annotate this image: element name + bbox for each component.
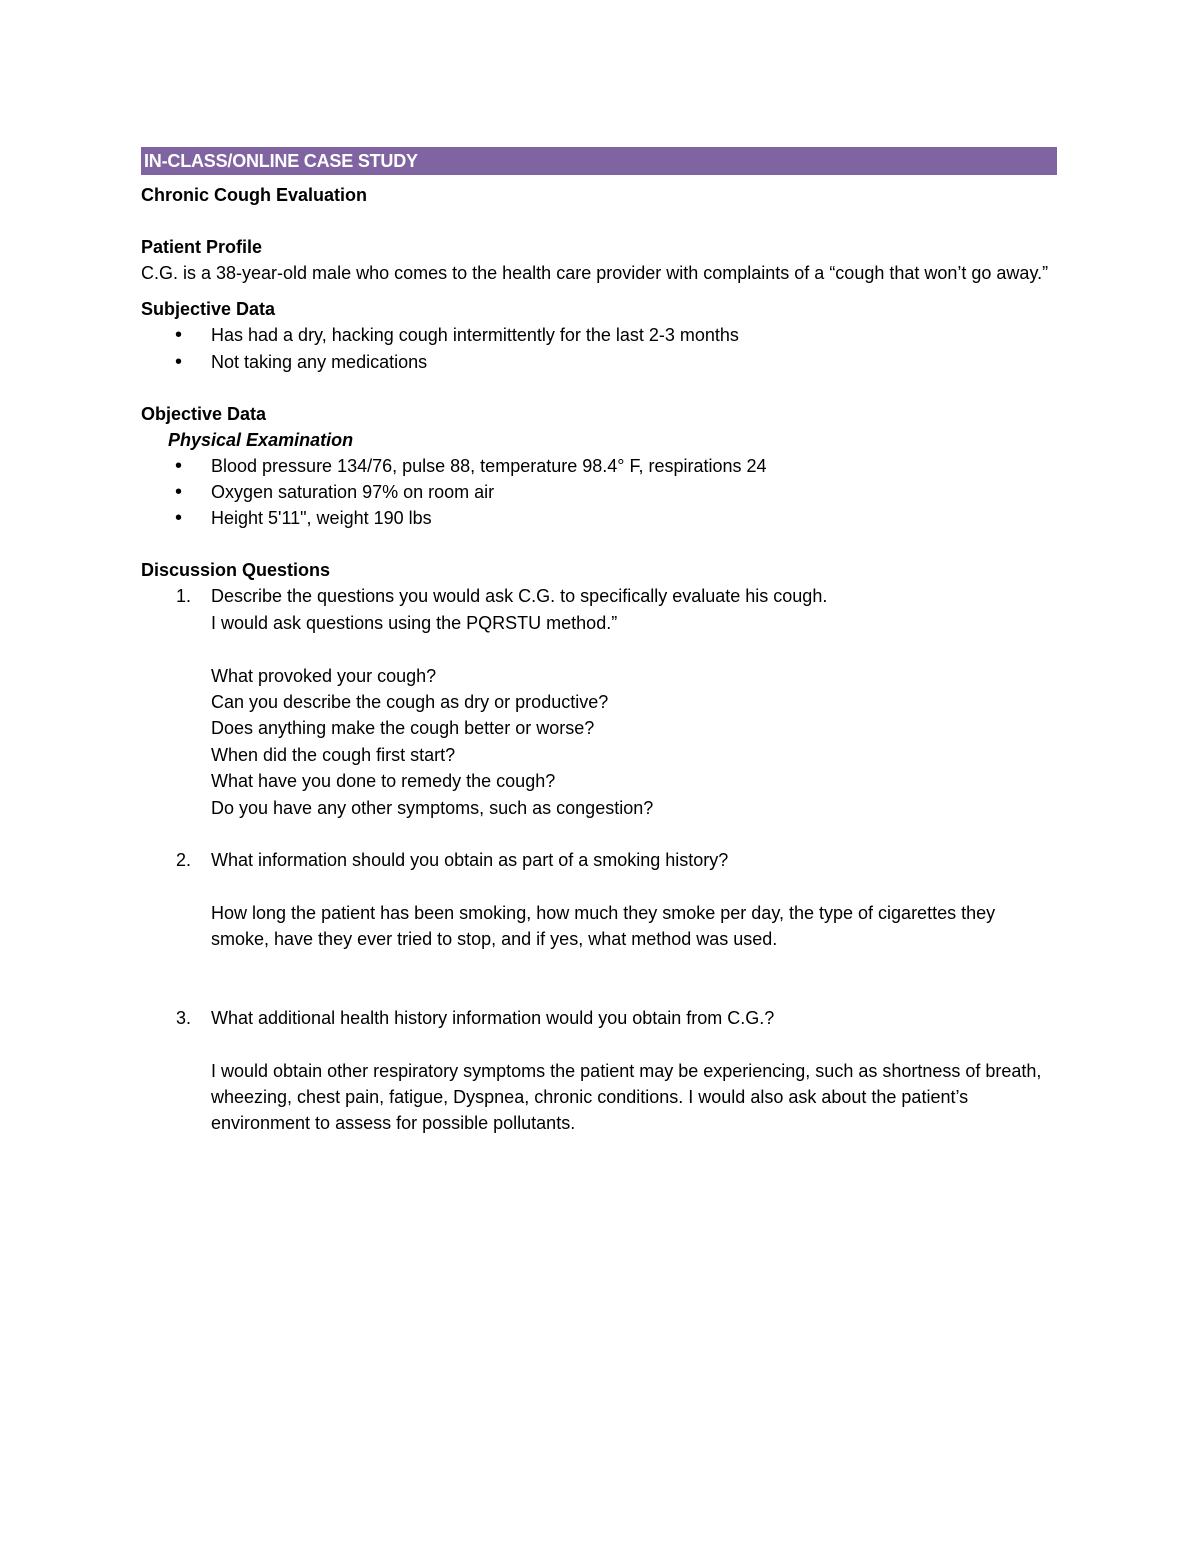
answer-text: I would obtain other respiratory symptoms the patient may be experiencing, such as shortness of breath, wheezing, chest pain, fatigue, Dyspnea, chronic conditions. I would also ask about the patient’s environment to assess for possible pollutants. [211,1060,1042,1134]
patient-profile-text: C.G. is a 38-year-old male who comes to the health care provider with complaints of a “cough that won’t go away.” [141,263,1049,283]
answer-line: Can you describe the cough as dry or productive? [211,692,609,713]
answer-line: Does anything make the cough better or worse? [211,718,595,739]
subjective-data-heading: Subjective Data [141,299,276,320]
document-page [141,147,1057,1137]
list-item: • Has had a dry, hacking cough intermittently for the last 2-3 months [141,322,1057,348]
question-2 [141,847,1057,953]
answer-line: What provoked your cough? [211,665,437,686]
document-title: Chronic Cough Evaluation [141,185,368,205]
question-text: What additional health history information would you obtain from C.G.? [211,1007,775,1028]
case-study-banner: IN-CLASS/ONLINE CASE STUDY [141,147,1057,175]
objective-data-heading: Objective Data [141,403,267,424]
answer-intro: I would ask questions using the PQRSTU method.” [211,612,618,633]
list-item: • Not taking any medications [141,349,1057,375]
list-item: • Oxygen saturation 97% on room air [141,479,1057,505]
question-3 [141,1005,1057,1137]
question-text: Describe the questions you would ask C.G. to specifically evaluate his cough. [211,586,828,607]
question-number: 3. [176,1007,192,1028]
question-1 [141,583,1057,821]
answer-line: When did the cough first start? [211,744,456,765]
question-number: 2. [176,850,192,871]
objective-data-list [141,453,1057,532]
physical-examination-subheading: Physical Examination [168,429,354,450]
discussion-questions-heading: Discussion Questions [141,560,331,581]
answer-line: What have you done to remedy the cough? [211,771,556,792]
patient-profile-heading: Patient Profile [141,237,263,257]
answer-line: Do you have any other symptoms, such as congestion? [211,797,654,818]
subjective-data-list [141,322,1057,374]
list-item: • Blood pressure 134/76, pulse 88, temperature 98.4° F, respirations 24 [141,453,1057,479]
question-text: What information should you obtain as part of a smoking history? [211,850,729,871]
list-item: • Height 5'11", weight 190 lbs [141,505,1057,531]
answer-text: How long the patient has been smoking, how much they smoke per day, the type of cigarettes they smoke, have they ever tried to stop, and if yes, what method was used. [211,902,996,950]
question-number: 1. [176,586,192,607]
